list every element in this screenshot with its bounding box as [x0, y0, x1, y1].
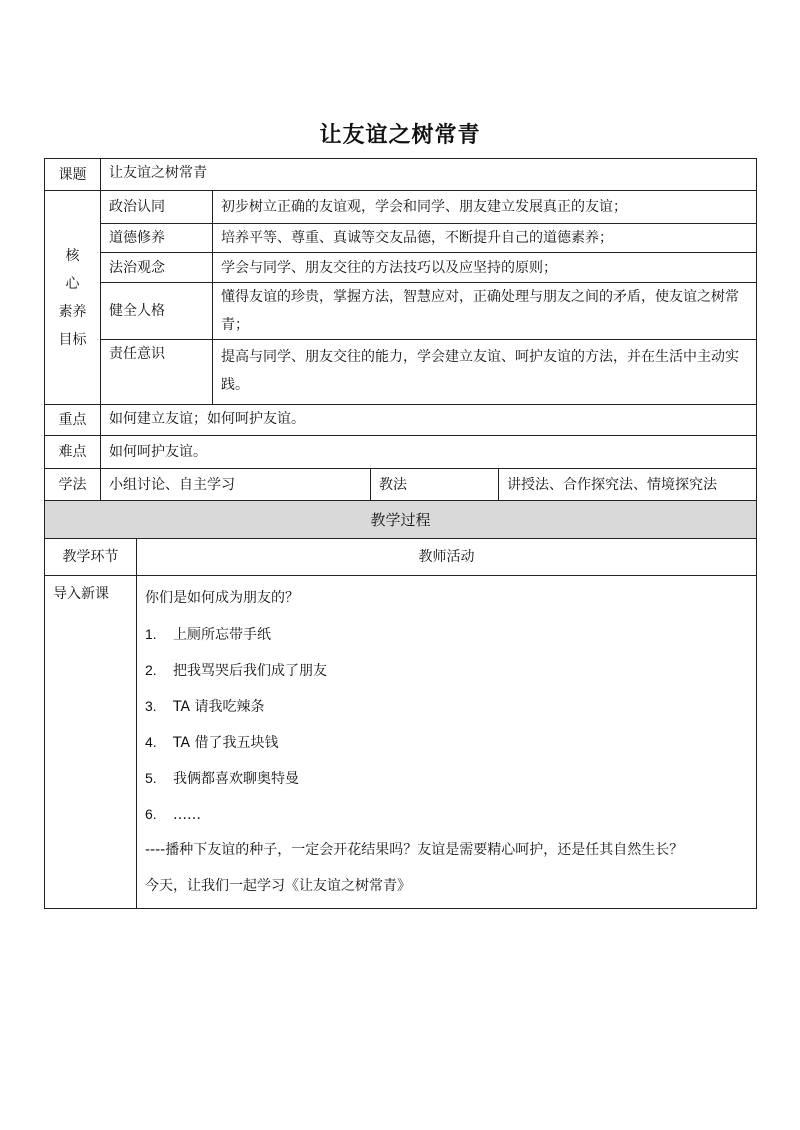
activity-column-header: 教师活动 [137, 539, 757, 576]
list-item [145, 688, 748, 724]
key-points-row [45, 405, 757, 436]
list-text: 上厕所忘带手纸 [173, 627, 271, 643]
core-item-name: 责任意识 [101, 340, 213, 405]
core-row [45, 191, 757, 224]
list-item [145, 760, 748, 796]
core-row [45, 283, 757, 340]
list-number: 2. [145, 662, 157, 678]
core-row [45, 253, 757, 283]
difficulty-row [45, 436, 757, 469]
difficulty-value: 如何呵护友谊。 [101, 436, 757, 469]
teaching-method-label: 教法 [371, 469, 499, 501]
list-text: TA 借了我五块钱 [173, 735, 279, 751]
process-header-row [45, 501, 757, 539]
core-item-name: 法治观念 [101, 253, 213, 283]
teaching-process-table [44, 500, 757, 909]
list-text: 我俩都喜欢聊奥特曼 [173, 771, 299, 787]
page-title: 让友谊之树常青 [319, 123, 481, 148]
study-method-label: 学法 [45, 469, 101, 501]
core-label-line-2: 素养 [58, 303, 87, 320]
study-method-value: 小组讨论、自主学习 [101, 469, 371, 501]
core-item-text: 学会与同学、朋友交往的方法技巧以及应坚持的原则； [213, 253, 757, 283]
teacher-activity [137, 576, 757, 909]
key-points-value: 如何建立友谊；如何呵护友谊。 [101, 405, 757, 436]
list-text: …… [173, 807, 201, 823]
core-row [45, 224, 757, 253]
process-columns-row [45, 539, 757, 576]
topic-row [45, 159, 757, 191]
list-number: 5. [145, 770, 157, 786]
core-row [45, 340, 757, 405]
core-goals-label [45, 191, 101, 405]
stage-column-header: 教学环节 [45, 539, 137, 576]
list-text: 把我骂哭后我们成了朋友 [173, 663, 327, 679]
core-label-line-3: 目标 [58, 331, 87, 348]
list-number: 4. [145, 734, 157, 750]
process-header: 教学过程 [45, 501, 757, 539]
core-item-name: 健全人格 [101, 283, 213, 340]
core-item-text: 提高与同学、朋友交往的能力，学会建立友谊、呵护友谊的方法，并在生活中主动实践。 [213, 340, 757, 405]
list-item [145, 652, 748, 688]
closing-question: ----播种下友谊的种子，一定会开花结果吗？友谊是需要精心呵护，还是任其自然生长？ [145, 842, 684, 858]
lesson-info-table [44, 158, 757, 501]
topic-value: 让友谊之树常青 [101, 159, 757, 191]
intro-question: 你们是如何成为朋友的？ [145, 590, 299, 606]
process-content-row [45, 576, 757, 909]
closing-statement: 今天，让我们一起学习《让友谊之树常青》 [145, 878, 411, 894]
list-text: TA 请我吃辣条 [173, 699, 265, 715]
core-item-name: 道德修养 [101, 224, 213, 253]
key-points-label: 重点 [45, 405, 101, 436]
methods-row [45, 469, 757, 501]
list-number: 6. [145, 806, 157, 822]
difficulty-label: 难点 [45, 436, 101, 469]
core-label-line-1: 核 心 [65, 247, 88, 292]
list-number: 1. [145, 626, 157, 642]
core-item-text: 懂得友谊的珍贵，掌握方法，智慧应对，正确处理与朋友之间的矛盾，使友谊之树常青； [213, 283, 757, 340]
stage-name: 导入新课 [45, 576, 137, 909]
core-item-name: 政治认同 [101, 191, 213, 224]
topic-label: 课题 [45, 159, 101, 191]
teaching-method-value: 讲授法、合作探究法、情境探究法 [499, 469, 757, 501]
list-item [145, 796, 748, 832]
core-item-text: 初步树立正确的友谊观，学会和同学、朋友建立发展真正的友谊； [213, 191, 757, 224]
list-item [145, 724, 748, 760]
core-item-text: 培养平等、尊重、真诚等交友品德，不断提升自己的道德素养； [213, 224, 757, 253]
list-item [145, 616, 748, 652]
list-number: 3. [145, 698, 157, 714]
